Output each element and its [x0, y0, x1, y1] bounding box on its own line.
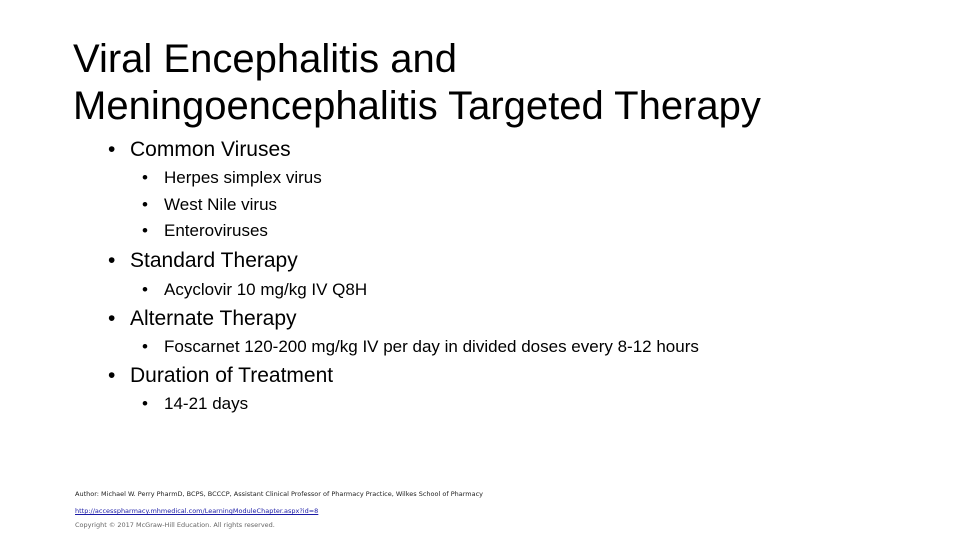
bullet-glyph: •: [142, 337, 148, 356]
bullet-text: Alternate Therapy: [130, 307, 297, 330]
sub-bullet-virus-3: [142, 221, 268, 241]
bullet-glyph: •: [142, 168, 148, 187]
footer-link[interactable]: http://accesspharmacy.mhmedical.com/LearningModuleChapter.aspx?id=8: [75, 507, 319, 515]
bullet-alternate-therapy: [108, 307, 297, 331]
bullet-glyph: •: [108, 249, 116, 272]
bullet-glyph: •: [142, 195, 148, 214]
bullet-text: Duration of Treatment: [130, 364, 334, 387]
slide-title: [73, 36, 761, 130]
sub-bullet-alternate-1: [142, 337, 699, 357]
slide-title-line-1: Viral Encephalitis and: [73, 37, 457, 81]
bullet-standard-therapy: [108, 249, 298, 273]
bullet-common-viruses: [108, 138, 291, 162]
bullet-text: 14-21 days: [164, 394, 249, 413]
bullet-text: Enteroviruses: [164, 221, 268, 240]
footer-copyright: Copyright © 2017 McGraw-Hill Education. All rights reserved.: [75, 521, 275, 529]
sub-bullet-standard-1: [142, 280, 367, 300]
bullet-glyph: •: [142, 394, 148, 413]
bullet-glyph: •: [108, 364, 116, 387]
bullet-text: Acyclovir 10 mg/kg IV Q8H: [164, 280, 368, 299]
footer-author: Author: Michael W. Perry PharmD, BCPS, BCCCP, Assistant Clinical Professor of Pharmacy Practice, Wilkes School of Pharmacy: [75, 490, 484, 498]
sub-bullet-duration-1: [142, 394, 248, 414]
bullet-text: Standard Therapy: [130, 249, 298, 272]
slide-title-line-2: Meningoencephalitis Targeted Therapy: [73, 84, 761, 128]
bullet-glyph: •: [108, 307, 116, 330]
bullet-glyph: •: [142, 280, 148, 299]
sub-bullet-virus-2: [142, 195, 277, 215]
bullet-text: Herpes simplex virus: [164, 168, 322, 187]
bullet-text: Foscarnet 120-200 mg/kg IV per day in divided doses every 8-12 hours: [164, 337, 699, 356]
bullet-glyph: •: [108, 138, 116, 161]
bullet-duration: [108, 364, 333, 388]
bullet-text: West Nile virus: [164, 195, 278, 214]
bullet-text: Common Viruses: [130, 138, 291, 161]
sub-bullet-virus-1: [142, 168, 322, 188]
bullet-glyph: •: [142, 221, 148, 240]
